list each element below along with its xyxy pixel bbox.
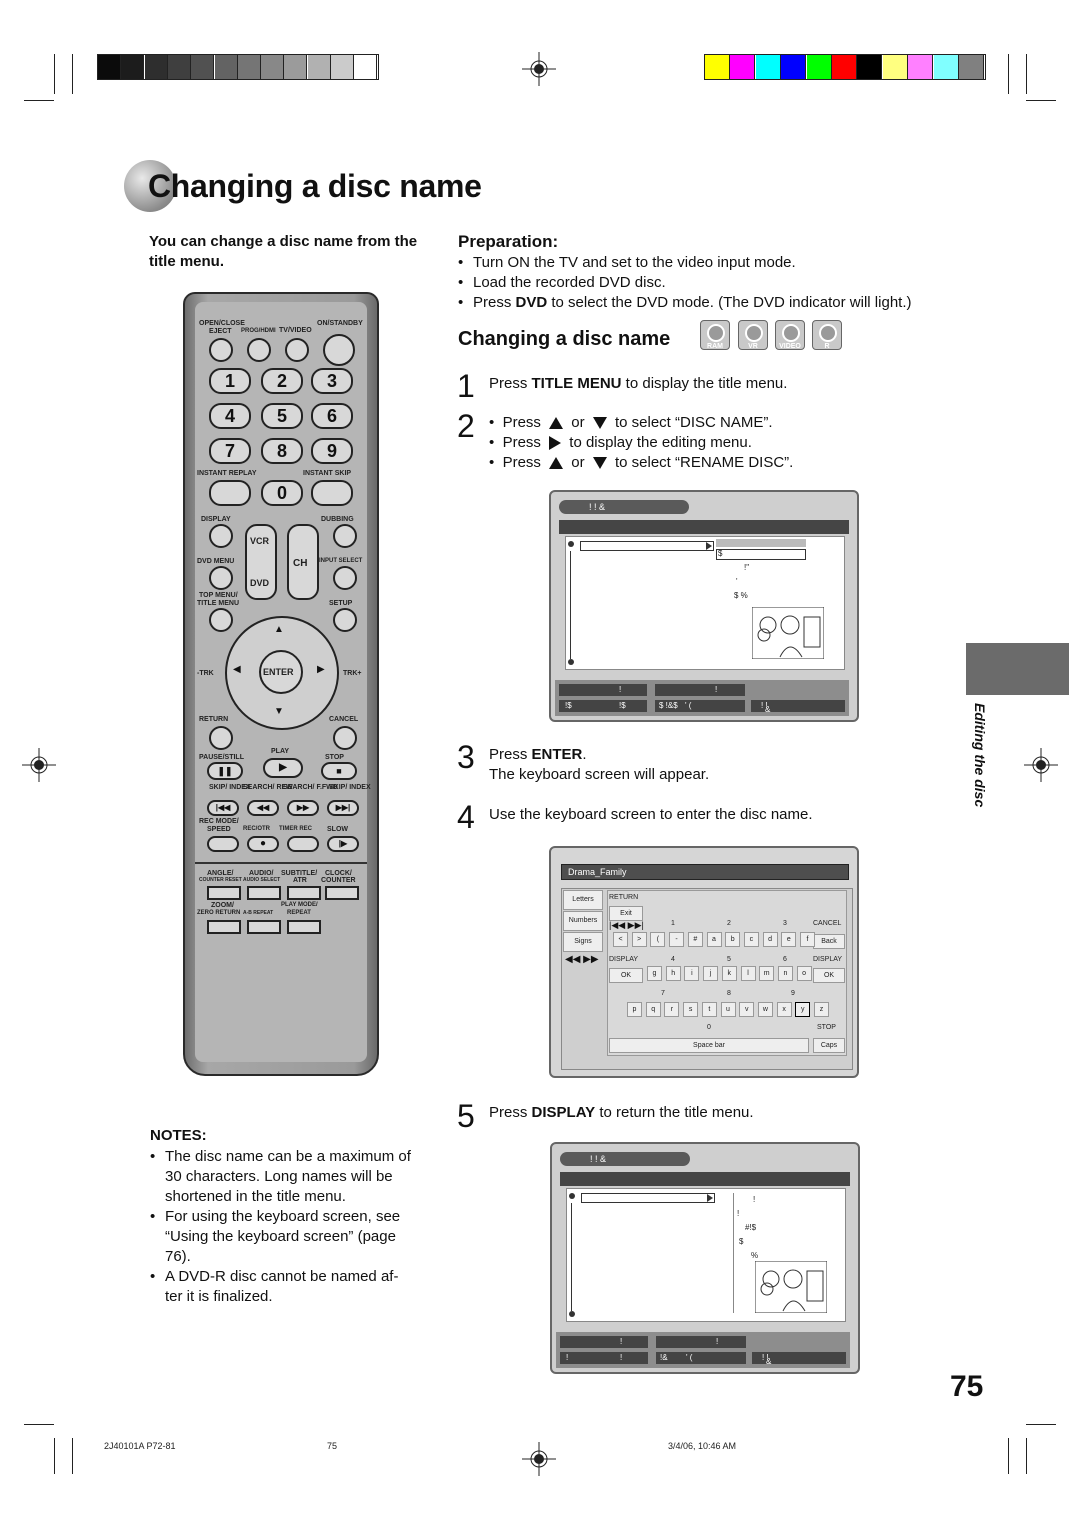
gray-swatch [215,55,238,79]
color-swatch [857,55,882,79]
scroll-down-icon [568,659,574,665]
character-key[interactable]: k [722,966,737,981]
registration-target-bottom [522,1442,556,1476]
gray-swatch [261,55,284,79]
gray-swatch [145,55,168,79]
step-number: 3 [457,739,475,775]
display-button [209,524,233,548]
character-key[interactable]: i [684,966,699,981]
footer-file: 2J40101A P72-81 [104,1441,176,1451]
footer-button[interactable]: !& ' ( [656,1352,746,1364]
stop-label: STOP [817,1024,836,1031]
gray-swatch [98,55,121,79]
digit-button: 6 [311,403,353,429]
keyboard-screen [549,846,859,1078]
digit-button: 0 [261,480,303,506]
footer-date: 3/4/06, 10:46 AM [668,1441,737,1451]
display-label: DISPLAY [609,956,639,963]
name-field[interactable]: Drama_Family [561,864,849,880]
character-key[interactable]: < [613,932,628,947]
color-swatch [934,55,959,79]
digit-button: 7 [209,438,251,464]
down-arrow-icon [593,417,607,429]
left-arrow-icon: ◀ [233,664,241,675]
right-arrow-icon [549,436,561,450]
footer-page: 75 [327,1441,338,1451]
character-key[interactable]: u [721,1002,736,1017]
character-key[interactable]: j [703,966,718,981]
stop-button: ■ [321,762,357,780]
zoom-button [207,920,241,934]
character-key[interactable]: o [797,966,812,981]
menu-line: $ [739,1237,744,1246]
chapter-tab [966,643,1069,695]
character-key[interactable]: a [707,932,722,947]
right-arrow-icon [706,542,712,550]
gray-swatch [121,55,144,79]
input-select-button [333,566,357,590]
character-key[interactable]: w [758,1002,773,1017]
step-4-text: Use the keyboard screen to enter the disc name. [489,806,813,823]
character-key[interactable]: r [664,1002,679,1017]
return-label: RETURN [609,894,639,901]
grayscale-calibration-bar [97,54,379,80]
color-swatch [908,55,933,79]
eject-button [209,338,233,362]
step-number: 2 [457,408,475,444]
step-number: 5 [457,1098,475,1134]
character-key[interactable]: t [702,1002,717,1017]
digit-button: 1 [209,368,251,394]
page-number: 75 [950,1370,984,1403]
digit-button: 5 [261,403,303,429]
title-menu-screen-returned [550,1142,860,1374]
screen-header-bar [559,520,849,534]
step-number: 4 [457,799,475,835]
character-key[interactable]: p [627,1002,642,1017]
ok-key[interactable]: OK [609,968,643,983]
dvd-menu-button [209,566,233,590]
display-label: DISPLAY [813,956,843,963]
step-1-text: Press TITLE MENU to display the title menu. [489,375,788,392]
intro-text: You can change a disc name from the title menu. [149,233,418,270]
right-arrow-icon: ▶ [317,664,325,675]
numbers-tab[interactable]: Numbers [563,911,603,931]
step-number: 1 [457,368,475,404]
character-key[interactable]: x [777,1002,792,1017]
back-key[interactable]: Back [813,934,845,949]
up-down-button[interactable]: ! [559,684,647,696]
gray-swatch [238,55,261,79]
number-label: 8 [727,990,731,997]
setup-button [333,608,357,632]
gray-swatch [308,55,331,79]
signs-tab[interactable]: Signs [563,932,603,952]
right-arrow-icon [707,1194,713,1202]
character-key[interactable]: d [763,932,778,947]
character-key[interactable]: ( [650,932,665,947]
instant-replay-button [209,480,251,506]
left-right-button[interactable]: ! [656,1336,746,1348]
fast-rewind-forward-icon: ◀◀ ▶▶ [565,954,599,965]
gray-swatch [331,55,354,79]
notes-heading: NOTES: [150,1127,207,1144]
letters-tab[interactable]: Letters [563,890,603,910]
subtitle-button [287,886,321,900]
skip-back-button: |◀◀ [207,800,239,816]
angle-button [207,886,241,900]
cancel-button [333,726,357,750]
character-key[interactable]: b [725,932,740,947]
up-down-button[interactable]: ! [560,1336,648,1348]
number-label: 9 [791,990,795,997]
scroll-down-icon [569,1311,575,1317]
play-button: ▶ [263,758,303,778]
color-swatch [883,55,908,79]
character-key[interactable]: m [759,966,774,981]
character-key[interactable]: f [800,932,815,947]
step-5-text: Press DISPLAY to return the title menu. [489,1104,754,1121]
caps-key[interactable]: Caps [813,1038,845,1053]
return-button [209,726,233,750]
space-bar-key[interactable]: Space bar [609,1038,809,1053]
step-2-line: • Press or to select “DISC NAME”. [489,414,773,431]
character-key[interactable]: c [744,932,759,947]
title-list-panel [565,536,845,670]
color-calibration-bar [704,54,986,80]
preparation-item: • Press DVD to select the DVD mode. (The DVD indicator will light.) [458,294,912,311]
chapter-tab-label: Editing the disc [972,703,988,808]
clock-button [325,886,359,900]
rename-disc-item[interactable] [716,549,806,560]
title-list-panel [566,1188,846,1322]
footer-button[interactable]: ! ! & [751,700,845,712]
vr-disc-icon: VR [738,320,768,350]
section-heading: Changing a disc name [458,328,671,350]
note-item: • A DVD-R disc cannot be named af-ter it is finalized. [150,1268,399,1305]
character-key[interactable]: # [688,932,703,947]
color-swatch [705,55,730,79]
timer-rec-button [287,836,319,852]
ram-disc-icon: RAM [700,320,730,350]
color-swatch [959,55,984,79]
footer-button[interactable]: $ !&$ ' ( [655,700,745,712]
tv-video-button [285,338,309,362]
step-3-text-line2: The keyboard screen will appear. [489,766,710,783]
footer-button[interactable]: ! ! [560,1352,648,1364]
play-mode-button [287,920,321,934]
character-key[interactable]: s [683,1002,698,1017]
left-right-button[interactable]: ! [655,684,745,696]
character-key[interactable]: g [647,966,662,981]
exit-key[interactable]: Exit [609,906,643,921]
digit-button: 2 [261,368,303,394]
up-arrow-icon [549,417,563,429]
character-key[interactable]: y [795,1002,810,1017]
slow-button: |▶ [327,836,359,852]
thumbnail-image [752,607,824,659]
pause-button: ❚❚ [207,762,243,780]
menu-line: ! [737,1209,740,1218]
color-swatch [807,55,832,79]
note-item: • The disc name can be a maximum of 30 characters. Long names will be shortened in the title menu. [150,1148,411,1205]
menu-line: $ % [734,591,748,600]
step-2-line: • Press to display the editing menu. [489,434,752,451]
number-label: 3 [783,920,787,927]
note-item: • For using the keyboard screen, see “Using the keyboard screen” (page 76). [150,1208,401,1265]
number-label: 6 [783,956,787,963]
down-arrow-icon: ▼ [274,706,284,717]
digit-button: 8 [261,438,303,464]
number-label: 0 [707,1024,711,1031]
step-3-text: Press ENTER. [489,746,587,763]
rec-mode-button [207,836,239,852]
gray-swatch [354,55,377,79]
cancel-label: CANCEL [813,920,842,927]
registration-target-left [22,748,56,782]
menu-line: ! [753,1195,756,1204]
page-title: Changing a disc name [148,168,482,204]
preparation-heading: Preparation: [458,232,559,251]
title-menu-button [209,608,233,632]
gray-swatch [168,55,191,79]
down-arrow-icon [593,457,607,469]
color-swatch [730,55,755,79]
gray-swatch [284,55,307,79]
title-menu-screen [549,490,859,722]
footer-button[interactable]: !$ !$ [559,700,647,712]
character-key[interactable]: l [741,966,756,981]
thumbnail-image [755,1261,827,1313]
character-key[interactable]: n [778,966,793,981]
character-key[interactable]: e [781,932,796,947]
menu-line: #!$ [745,1223,757,1232]
menu-line: ' [736,577,738,586]
skip-forward-button: ▶▶| [327,800,359,816]
disc-name-row[interactable] [580,541,714,551]
prog-button [247,338,271,362]
character-key[interactable]: - [669,932,684,947]
remote-control-illustration: OPEN/CLOSE EJECT PROG/HDMI TV/VIDEO ON/STANDBY 1 2 3 4 5 6 7 8 9 INSTANT REPLAY INSTANT SKIP 0 DISPLAY DUBBING VCR DVD CH DVD MENU INPUT SELECT TOP MENU/ TITLE MENU SETUP ENTER ▲ ▼ ◀ ▶ -TRK TRK+ RETURN CANCEL PLAY PAUSE/STILL STOP ❚❚ ▶ ■ SKIP/ INDEX SEARCH/ REW SEARCH/ F.FWD SKIP/ INDEX |◀◀ ◀◀ ▶▶ ▶▶| REC MODE/ SPEED REC/OTR TIMER REC SLOW ● |▶ ANGLE/ COUNTER RESET AUDIO/ AUDIO SELECT SUBTITLE/ ATR CLOCK/ COUNTER ZOOM/ ZERO RETURN A-B REPEAT PLAY MODE/ REPEAT [183,292,379,1076]
skip-icon: |◀◀ ▶▶| [609,920,644,930]
number-label: 7 [661,990,665,997]
color-swatch [781,55,806,79]
screen-tab: ! ! & [560,1152,690,1166]
footer-button[interactable]: ! ! & [752,1352,846,1364]
color-swatch [832,55,857,79]
scroll-up-icon [569,1193,575,1199]
character-key[interactable]: > [632,932,647,947]
fast-forward-button: ▶▶ [287,800,319,816]
screen-header-bar [560,1172,850,1186]
number-label: 5 [727,956,731,963]
up-arrow-icon: ▲ [274,624,284,635]
number-label: 4 [671,956,675,963]
audio-button [247,886,281,900]
r-disc-icon: R [812,320,842,350]
screen-footer [556,1332,850,1368]
video-disc-icon: VIDEO [775,320,805,350]
ab-repeat-button [247,920,281,934]
character-key[interactable]: h [666,966,681,981]
digit-button: 3 [311,368,353,394]
character-key[interactable]: v [739,1002,754,1017]
rewind-button: ◀◀ [247,800,279,816]
registration-target-top [522,52,556,86]
disc-name-row[interactable] [581,1193,715,1203]
preparation-item: • Turn ON the TV and set to the video input mode. [458,254,796,271]
screen-footer [555,680,849,716]
character-key[interactable]: q [646,1002,661,1017]
digit-button: 9 [311,438,353,464]
instant-skip-button [311,480,353,506]
character-key[interactable]: z [814,1002,829,1017]
up-arrow-icon [549,457,563,469]
menu-line: !" [744,563,750,572]
scroll-up-icon [568,541,574,547]
ok-key-right[interactable]: OK [813,968,845,983]
power-button [323,334,355,366]
registration-target-right [1024,748,1058,782]
dubbing-button [333,524,357,548]
preparation-item: • Load the recorded DVD disc. [458,274,666,291]
step-2-line: • Press or to select “RENAME DISC”. [489,454,794,471]
number-label: 2 [727,920,731,927]
menu-line: % [751,1251,759,1260]
color-swatch [756,55,781,79]
menu-line: $ [718,549,723,558]
gray-swatch [191,55,214,79]
number-label: 1 [671,920,675,927]
digit-button: 4 [209,403,251,429]
record-button: ● [247,836,279,852]
screen-tab: ! ! & [559,500,689,514]
